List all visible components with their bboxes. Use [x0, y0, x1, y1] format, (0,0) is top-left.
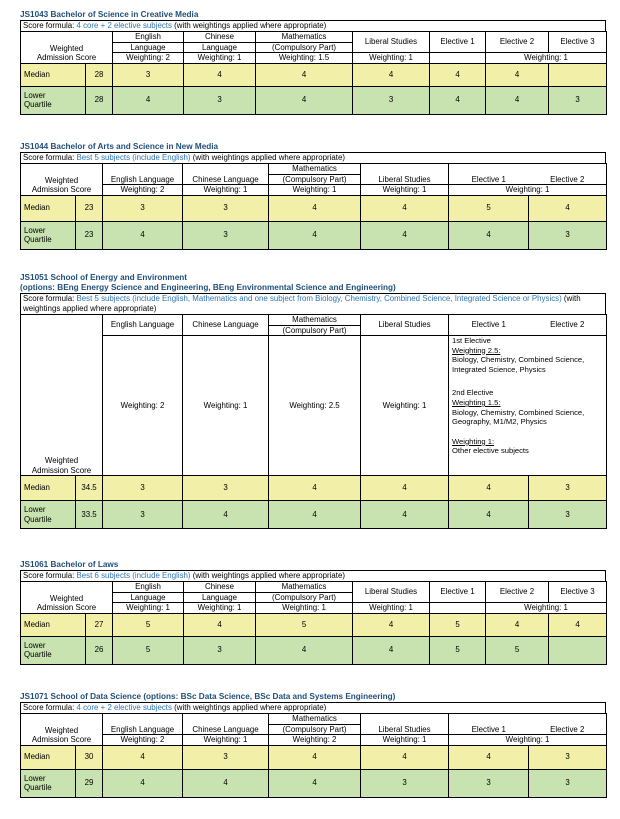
lq-cell: 3: [183, 221, 269, 249]
weighted-score-header: Weighted Admission Score: [21, 315, 103, 476]
median-label: Median: [21, 745, 76, 769]
median-cell: 4: [486, 613, 549, 636]
median-cell: 4: [449, 745, 529, 769]
lq-cell: 4: [486, 86, 549, 114]
elective3-header: Elective 3: [549, 582, 607, 603]
elective-weighting-details: 1st Elective Weighting 2.5: Biology, Chemistry, Combined Science, Integrated Science, Physics 2nd Elective Weighting 1.5: Biology, Chemistry, Combined Science, Geography, M1/M2, Physics Weighting 1: Other elective subjects: [449, 336, 607, 476]
elective3-header: Elective 3: [549, 32, 607, 53]
median-cell: 3: [183, 745, 269, 769]
elective2-header: Elective 2: [486, 582, 549, 603]
lower-quartile-score: 29: [76, 769, 103, 797]
chinese-header: Chinese Language: [183, 315, 269, 336]
lower-quartile-score: 26: [86, 636, 113, 664]
lower-quartile-label: Lower Quartile: [21, 221, 76, 249]
ls-header: Liberal Studies: [361, 714, 449, 735]
median-cell: 4: [103, 745, 183, 769]
median-cell: 4: [549, 613, 607, 636]
lq-cell: 3: [184, 636, 256, 664]
median-cell: 5: [256, 613, 353, 636]
lq-cell: 4: [103, 769, 183, 797]
ls-header: Liberal Studies: [353, 32, 430, 53]
median-cell: 4: [361, 745, 449, 769]
lq-cell: [549, 636, 607, 664]
chinese-header: Chinese: [184, 32, 256, 43]
chinese-header: Chinese: [184, 582, 256, 593]
lq-cell: 3: [449, 769, 529, 797]
english-header: English Language: [103, 714, 183, 735]
elective-weighting: Weighting: 1: [486, 603, 607, 614]
chinese-header-2: Language: [184, 42, 256, 53]
score-formula: Score formula: 4 core + 2 elective subjects (with weightings applied where appropriate): [20, 702, 606, 713]
weighted-score-header: Weighted Admission Score: [21, 582, 113, 614]
lq-cell: 4: [430, 86, 486, 114]
math-header: Mathematics: [269, 315, 361, 326]
math-weighting: Weighting: 2: [269, 735, 361, 746]
math-header: Mathematics: [269, 164, 361, 175]
median-cell: 3: [529, 476, 607, 501]
score-table: [20, 713, 607, 798]
elective1-header: Elective 1: [430, 582, 486, 603]
ls-header: Liberal Studies: [353, 582, 430, 603]
english-weighting: Weighting: 2: [103, 735, 183, 746]
program-title: JS1044 Bachelor of Arts and Science in New Media: [20, 142, 219, 151]
elective-weighting: Weighting: 1: [449, 735, 607, 746]
median-cell: 4: [269, 195, 361, 221]
lower-quartile-score: 33.5: [76, 501, 103, 529]
elective-weighting: Weighting: 1: [486, 53, 607, 64]
median-cell: 4: [361, 195, 449, 221]
lq-cell: 4: [256, 636, 353, 664]
english-weighting: Weighting: 2: [103, 185, 183, 196]
program-js1043: [20, 10, 606, 115]
median-label: Median: [21, 476, 76, 501]
median-cell: 3: [183, 195, 269, 221]
elective2-header: Elective 2: [529, 315, 607, 336]
elective1-weighting: [430, 603, 486, 614]
program-options: (options: BEng Energy Science and Engineering, BEng Environmental Science and Engineering): [20, 283, 396, 292]
median-cell: 3: [103, 476, 183, 501]
math-header-2: (Compulsory Part): [256, 42, 353, 53]
median-cell: 3: [183, 476, 269, 501]
median-cell: 4: [184, 63, 256, 86]
lq-cell: 4: [183, 769, 269, 797]
median-cell: 4: [486, 63, 549, 86]
lq-cell: 3: [353, 86, 430, 114]
median-cell: 4: [353, 63, 430, 86]
elective2-header: Elective 2: [529, 714, 607, 735]
lq-cell: 4: [103, 221, 183, 249]
math-header-2: (Compulsory Part): [256, 592, 353, 603]
lower-quartile-score: 23: [76, 221, 103, 249]
score-table: [20, 31, 607, 115]
median-cell: 3: [113, 63, 184, 86]
median-cell: [549, 63, 607, 86]
median-cell: 4: [361, 476, 449, 501]
elective2-header: Elective 2: [486, 32, 549, 53]
elective1-header: Elective 1: [449, 315, 529, 336]
median-cell: 5: [113, 613, 184, 636]
math-header: Mathematics: [256, 582, 353, 593]
english-header: English: [113, 32, 184, 43]
program-js1061: [20, 560, 606, 665]
lower-quartile-score: 28: [86, 86, 113, 114]
median-label: Median: [21, 63, 86, 86]
math-weighting: Weighting: 2.5: [269, 336, 361, 476]
lq-cell: 5: [486, 636, 549, 664]
ls-weighting: Weighting: 1: [361, 336, 449, 476]
median-score: 23: [76, 195, 103, 221]
lower-quartile-label: Lower Quartile: [21, 501, 76, 529]
lq-cell: 3: [529, 221, 607, 249]
program-js1071: [20, 692, 606, 798]
lq-cell: 4: [269, 769, 361, 797]
median-score: 34.5: [76, 476, 103, 501]
median-cell: 3: [529, 745, 607, 769]
elective-weighting: Weighting: 1: [449, 185, 607, 196]
program-title: JS1061 Bachelor of Laws: [20, 560, 119, 569]
english-header-2: Language: [113, 42, 184, 53]
score-formula: Score formula: Best 6 subjects (include English) (with weightings applied where appropriate): [20, 570, 606, 581]
lower-quartile-row: [21, 86, 607, 114]
median-cell: 4: [353, 613, 430, 636]
lq-cell: 4: [113, 86, 184, 114]
score-formula: Score formula: 4 core + 2 elective subjects (with weightings applied where appropriate): [20, 20, 606, 31]
score-table: [20, 314, 607, 529]
english-weighting: Weighting: 1: [113, 603, 184, 614]
lq-cell: 4: [449, 221, 529, 249]
lq-cell: 3: [184, 86, 256, 114]
chinese-weighting: Weighting: 1: [184, 603, 256, 614]
lower-quartile-label: Lower Quartile: [21, 636, 86, 664]
median-cell: 3: [103, 195, 183, 221]
lq-cell: 5: [113, 636, 184, 664]
weighted-score-header: Weighted Admission Score: [21, 32, 113, 64]
lq-cell: 3: [549, 86, 607, 114]
english-header: English: [113, 582, 184, 593]
lower-quartile-label: Lower Quartile: [21, 769, 76, 797]
median-cell: 4: [184, 613, 256, 636]
chinese-weighting: Weighting: 1: [184, 53, 256, 64]
score-table: [20, 581, 607, 665]
median-cell: 4: [430, 63, 486, 86]
median-row: [21, 63, 607, 86]
lq-cell: 3: [529, 501, 607, 529]
english-header: English Language: [103, 164, 183, 185]
lq-cell: 4: [269, 221, 361, 249]
lq-cell: 3: [103, 501, 183, 529]
elective1-header: Elective 1: [449, 164, 529, 185]
median-cell: 5: [449, 195, 529, 221]
ls-weighting: Weighting: 1: [353, 603, 430, 614]
program-title: JS1071 School of Data Science (options: BSc Data Science, BSc Data and Systems Engineering): [20, 692, 396, 701]
score-formula: Score formula: Best 5 subjects (include English) (with weightings applied where appropriate): [20, 152, 606, 163]
median-score: 27: [86, 613, 113, 636]
program-title: JS1043 Bachelor of Science in Creative Media: [20, 10, 199, 19]
lq-cell: 4: [449, 501, 529, 529]
elective1-header: Elective 1: [449, 714, 529, 735]
math-weighting: Weighting: 1.5: [256, 53, 353, 64]
median-label: Median: [21, 613, 86, 636]
chinese-header-2: Language: [184, 592, 256, 603]
chinese-header: Chinese Language: [183, 164, 269, 185]
chinese-weighting: Weighting: 1: [183, 735, 269, 746]
math-weighting: Weighting: 1: [256, 603, 353, 614]
lq-cell: 4: [256, 86, 353, 114]
math-header-2: (Compulsory Part): [269, 325, 361, 336]
weighted-score-header: Weighted Admission Score: [21, 714, 103, 746]
math-weighting: Weighting: 1: [269, 185, 361, 196]
math-header-2: (Compulsory Part): [269, 174, 361, 185]
program-title: JS1051 School of Energy and Environment: [20, 273, 187, 282]
ls-header: Liberal Studies: [361, 315, 449, 336]
lq-cell: 3: [361, 769, 449, 797]
ls-weighting: Weighting: 1: [361, 185, 449, 196]
lq-cell: 3: [529, 769, 607, 797]
median-score: 28: [86, 63, 113, 86]
program-js1051: [20, 273, 606, 529]
elective1-weighting: [430, 53, 486, 64]
english-header-2: Language: [113, 592, 184, 603]
score-formula: Score formula: Best 5 subjects (include English, Mathematics and one subject from Biology, Chemistry, Combined Science, Integrated Science or Physics) (with weightings applied where appropriate): [20, 293, 606, 314]
median-cell: 4: [269, 745, 361, 769]
median-label: Median: [21, 195, 76, 221]
math-header: Mathematics: [269, 714, 361, 725]
english-header: English Language: [103, 315, 183, 336]
lower-quartile-label: Lower Quartile: [21, 86, 86, 114]
english-weighting: Weighting: 2: [113, 53, 184, 64]
lq-cell: 4: [353, 636, 430, 664]
median-score: 30: [76, 745, 103, 769]
median-cell: 5: [430, 613, 486, 636]
chinese-weighting: Weighting: 1: [183, 336, 269, 476]
median-cell: 4: [269, 476, 361, 501]
median-cell: 4: [256, 63, 353, 86]
lq-cell: 4: [269, 501, 361, 529]
lq-cell: 4: [361, 501, 449, 529]
median-cell: 4: [529, 195, 607, 221]
lq-cell: 5: [430, 636, 486, 664]
score-table: [20, 163, 607, 250]
program-js1044: [20, 142, 606, 250]
lq-cell: 4: [183, 501, 269, 529]
ls-header: Liberal Studies: [361, 164, 449, 185]
weighted-score-header: Weighted Admission Score: [21, 164, 103, 196]
math-header: Mathematics: [256, 32, 353, 43]
ls-weighting: Weighting: 1: [353, 53, 430, 64]
median-cell: 4: [449, 476, 529, 501]
english-weighting: Weighting: 2: [103, 336, 183, 476]
header-row: [21, 32, 607, 43]
elective2-header: Elective 2: [529, 164, 607, 185]
lq-cell: 4: [361, 221, 449, 249]
chinese-weighting: Weighting: 1: [183, 185, 269, 196]
ls-weighting: Weighting: 1: [361, 735, 449, 746]
math-header-2: (Compulsory Part): [269, 724, 361, 735]
chinese-header: Chinese Language: [183, 714, 269, 735]
elective1-header: Elective 1: [430, 32, 486, 53]
